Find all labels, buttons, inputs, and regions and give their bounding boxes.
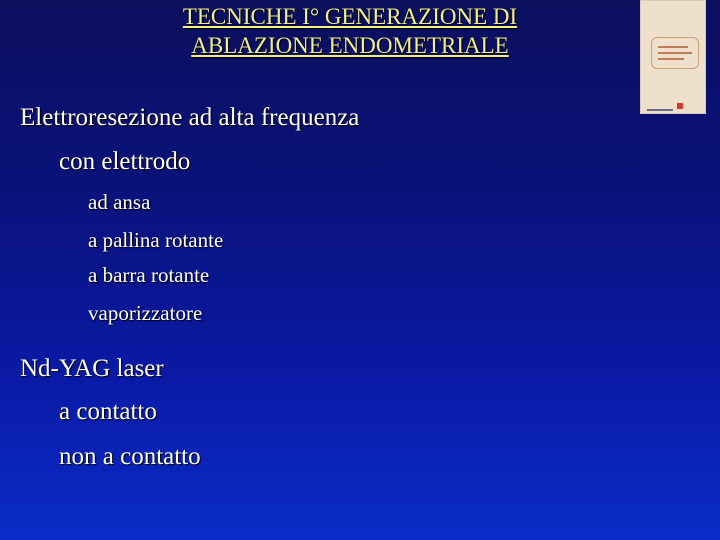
slide-title (40, 2, 660, 60)
thumbnail-logo (677, 103, 683, 109)
item-ad-ansa: ad ansa (88, 190, 151, 214)
item-pallina-rotante: a pallina rotante (88, 228, 224, 252)
item-elettroresezione: Elettroresezione ad alta frequenza (20, 104, 360, 131)
thumbnail-text-line (658, 52, 692, 54)
book-cover-thumbnail-icon (640, 0, 706, 114)
item-non-a-contatto: non a contatto (59, 443, 201, 470)
item-vaporizzatore: vaporizzatore (88, 301, 203, 325)
item-nd-yag-laser: Nd-YAG laser (20, 355, 164, 382)
thumbnail-text-line (658, 46, 688, 48)
thumbnail-footer (647, 109, 673, 111)
title-line-2: ABLAZIONE ENDOMETRIALE (191, 33, 509, 58)
title-line-1: TECNICHE I° GENERAZIONE DI (182, 4, 518, 29)
thumbnail-text-line (658, 58, 684, 60)
item-con-elettrodo: con elettrodo (59, 148, 191, 175)
item-a-contatto: a contatto (59, 398, 157, 425)
item-barra-rotante: a barra rotante (88, 263, 210, 287)
thumbnail-frame (651, 37, 699, 69)
